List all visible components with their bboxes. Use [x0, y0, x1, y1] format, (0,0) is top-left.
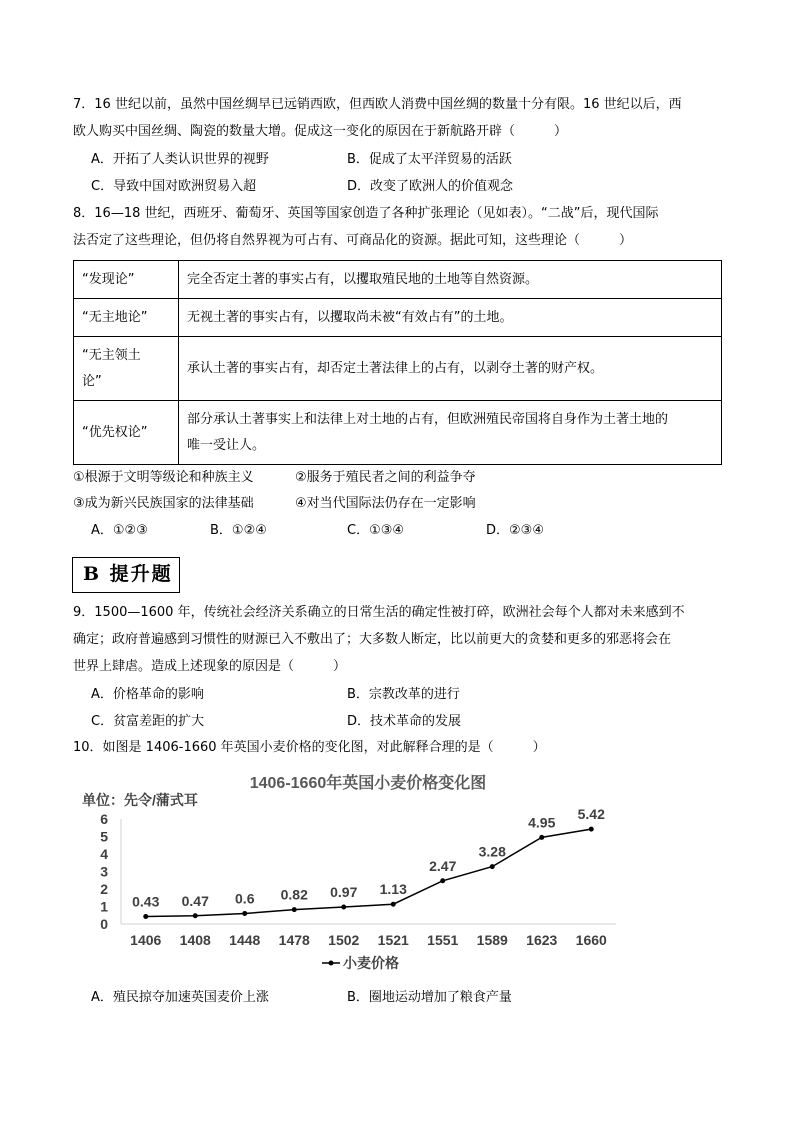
- q7-stem-line1: 7．16 世纪以前，虽然中国丝绸早已远销西欧，但西欧人消费中国丝绸的数量十分有限。16 世纪以后，西: [73, 97, 682, 112]
- data-label: 0.43: [132, 893, 160, 910]
- theory-description: 承认土著的事实占有，却否定土著法律上的占有，以剥夺土著的财产权。: [179, 337, 722, 401]
- data-point: [391, 902, 396, 907]
- q8-stem-line1: 8．16—18 世纪，西班牙、葡萄牙、英国等国家创造了各种扩张理论（见如表）。“二战”后，现代国际: [73, 206, 659, 221]
- data-label: 4.95: [528, 814, 556, 831]
- q10-option-b[interactable]: B．圈地运动增加了粮食产量: [347, 990, 512, 1005]
- wheat-price-series-line: [146, 829, 592, 916]
- q7-stem-line2: 欧人购买中国丝绸、陶瓷的数量大增。促成这一变化的原因在于新航路开辟（ ）: [73, 124, 568, 139]
- theory-name: “无主地论”: [74, 299, 179, 337]
- theory-name: “优先权论”: [74, 401, 179, 465]
- y-tick-label: 4: [100, 846, 108, 862]
- data-label: 0.6: [235, 890, 255, 907]
- theory-description: 部分承认土著事实上和法律上对土地的占有，但欧洲殖民帝国将自身作为土著土地的 唯一受让人。: [179, 401, 722, 465]
- table-row: [74, 337, 722, 401]
- data-point: [589, 827, 594, 832]
- data-label: 0.97: [330, 884, 358, 901]
- y-tick-label: 0: [100, 916, 108, 932]
- x-tick-label: 1589: [476, 932, 508, 948]
- q8-option-b[interactable]: B．①②④: [210, 523, 267, 538]
- data-label: 2.47: [429, 857, 457, 874]
- q9-stem-line2: 确定；政府普遍感到习惯性的财源已入不敷出了；大多数人断定，比以前更大的贪婪和更多的邪恶将会在: [73, 632, 672, 647]
- data-label: 0.82: [280, 886, 308, 903]
- y-tick-label: 2: [100, 881, 108, 897]
- x-tick-label: 1448: [229, 932, 261, 948]
- y-tick-label: 5: [100, 828, 108, 845]
- legend-marker-icon: [329, 961, 334, 966]
- table-row: [74, 401, 722, 465]
- q7-option-a[interactable]: A．开拓了人类认识世界的视野: [91, 152, 269, 167]
- q8-statement-1: ①根源于文明等级论和种族主义: [73, 470, 254, 485]
- data-point: [440, 878, 445, 883]
- q7-option-b[interactable]: B．促成了太平洋贸易的活跃: [347, 152, 512, 167]
- q9-option-b[interactable]: B．宗教改革的进行: [347, 687, 460, 702]
- x-tick-label: 1406: [130, 932, 162, 948]
- data-label: 0.47: [181, 892, 209, 909]
- chart-unit-label: 单位：先令/蒲式耳: [82, 792, 198, 808]
- q9-option-a[interactable]: A．价格革命的影响: [91, 687, 204, 702]
- chart-title: 1406-1660年英国小麦价格变化图: [249, 775, 487, 792]
- wheat-price-chart: [0, 760, 794, 980]
- chart-legend: [322, 955, 399, 971]
- q10-option-a[interactable]: A．殖民掠夺加速英国麦价上涨: [91, 990, 269, 1005]
- y-tick-label: 1: [100, 898, 108, 915]
- legend-label: 小麦价格: [343, 955, 399, 971]
- data-label: 1.13: [379, 881, 407, 898]
- data-point: [193, 913, 198, 918]
- data-label: 3.28: [478, 843, 506, 860]
- data-point: [143, 914, 148, 919]
- q9-stem-line1: 9．1500—1600 年，传统社会经济关系确立的日常生活的确定性被打碎，欧洲社会每个人都对未来感到不: [73, 605, 685, 620]
- q8-stem-line2: 法否定了这些理论，但仍将自然界视为可占有、可商品化的资源。据此可知，这些理论（ ）: [73, 233, 633, 248]
- q9-option-d[interactable]: D．技术革命的发展: [347, 714, 462, 729]
- x-tick-label: 1623: [526, 932, 558, 948]
- q9-option-c[interactable]: C．贫富差距的扩大: [91, 714, 205, 729]
- q8-option-a[interactable]: A．①②③: [91, 523, 148, 538]
- q8-option-d[interactable]: D．②③④: [486, 523, 544, 538]
- theory-description: 完全否定土著的事实占有，以攫取殖民地的土地等自然资源。: [179, 261, 722, 299]
- theory-name: “发现论”: [74, 261, 179, 299]
- q8-statement-2: ②服务于殖民者之间的利益争夺: [295, 470, 476, 485]
- table-row: [74, 299, 722, 337]
- q9-stem-line3: 世界上肆虐。造成上述现象的原因是（ ）: [73, 659, 347, 674]
- q8-statement-4: ④对当代国际法仍存在一定影响: [295, 496, 476, 511]
- expansion-theories-table: [73, 260, 722, 465]
- x-tick-label: 1408: [179, 932, 211, 948]
- y-tick-label: 3: [100, 863, 108, 880]
- x-tick-label: 1502: [328, 932, 360, 948]
- data-point: [292, 907, 297, 912]
- data-point: [539, 835, 544, 840]
- q7-option-c[interactable]: C．导致中国对欧洲贸易入超: [91, 179, 257, 194]
- q10-stem: 10．如图是 1406-1660 年英国小麦价格的变化图，对此解释合理的是（ ）: [73, 740, 546, 755]
- data-label: 5.42: [577, 806, 605, 823]
- q8-statement-3: ③成为新兴民族国家的法律基础: [73, 496, 254, 511]
- y-tick-label: 6: [100, 811, 108, 827]
- x-tick-label: 1521: [377, 932, 409, 948]
- table-row: [74, 261, 722, 299]
- x-tick-label: 1478: [278, 932, 310, 948]
- data-point: [242, 911, 247, 916]
- q8-option-c[interactable]: C．①③④: [347, 523, 405, 538]
- data-point: [490, 864, 495, 869]
- section-badge: B 提升题: [72, 557, 180, 593]
- x-tick-label: 1551: [427, 932, 459, 948]
- x-tick-label: 1660: [575, 932, 607, 948]
- theory-description: 无视土著的事实占有，以攫取尚未被“有效占有”的土地。: [179, 299, 722, 337]
- q7-option-d[interactable]: D．改变了欧洲人的价值观念: [347, 179, 514, 194]
- theory-name: “无主领土 论”: [74, 337, 179, 401]
- data-point: [341, 905, 346, 910]
